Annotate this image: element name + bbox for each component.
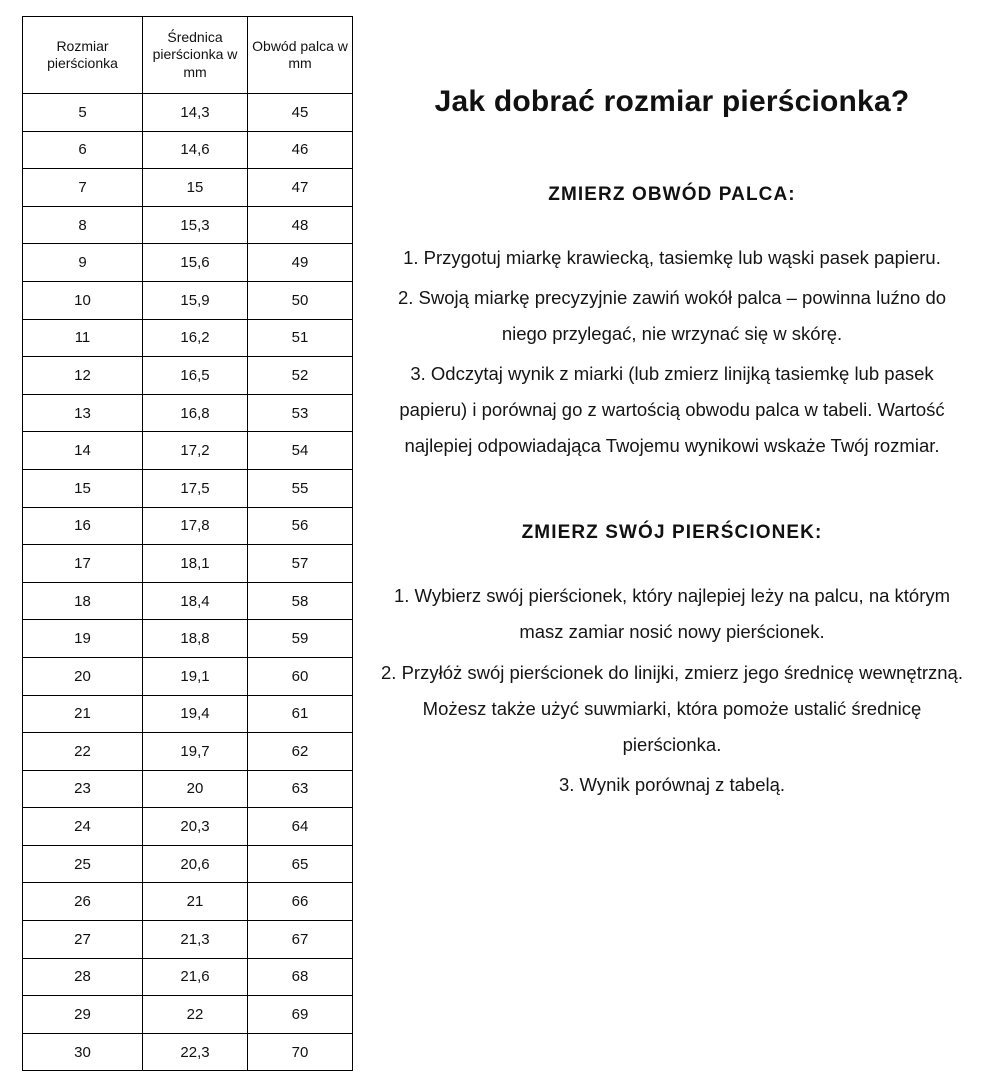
cell-ring-size: 7	[23, 169, 143, 207]
size-table-container	[0, 0, 352, 1071]
cell-ring-size: 27	[23, 921, 143, 959]
table-row	[23, 507, 353, 545]
cell-ring-diameter: 20,6	[143, 845, 248, 883]
cell-ring-diameter: 22	[143, 996, 248, 1034]
cell-ring-size: 15	[23, 469, 143, 507]
cell-ring-diameter: 22,3	[143, 1033, 248, 1071]
table-row	[23, 657, 353, 695]
cell-finger-circumference: 47	[248, 169, 353, 207]
table-row	[23, 94, 353, 132]
table-row	[23, 770, 353, 808]
cell-finger-circumference: 49	[248, 244, 353, 282]
cell-ring-size: 12	[23, 357, 143, 395]
cell-ring-diameter: 20	[143, 770, 248, 808]
cell-ring-size: 26	[23, 883, 143, 921]
step-item: 3. Odczytaj wynik z miarki (lub zmierz linijką tasiemkę lub pasek papieru) i porównaj go z wartością obwodu palca w tabeli. Wartość najlepiej odpowiadająca Twojemu wynikowi wskaże Twój rozmiar.	[399, 363, 945, 457]
cell-finger-circumference: 53	[248, 394, 353, 432]
cell-finger-circumference: 65	[248, 845, 353, 883]
cell-ring-diameter: 21	[143, 883, 248, 921]
cell-finger-circumference: 54	[248, 432, 353, 470]
cell-ring-diameter: 16,8	[143, 394, 248, 432]
ring-size-table	[22, 16, 353, 1071]
section-heading-measure-ring: ZMIERZ SWÓJ PIERŚCIONEK:	[521, 522, 823, 544]
table-row	[23, 432, 353, 470]
cell-ring-size: 20	[23, 657, 143, 695]
cell-ring-diameter: 17,5	[143, 469, 248, 507]
section-heading-measure-finger: ZMIERZ OBWÓD PALCA:	[548, 184, 796, 205]
steps-list-measure-ring	[380, 578, 964, 802]
step-item: 2. Przyłóż swój pierścionek do linijki, zmierz jego średnicę wewnętrzną. Możesz także użyć suwmiarki, która pomoże ustalić średnicę pierścionka.	[381, 661, 963, 755]
cell-finger-circumference: 66	[248, 883, 353, 921]
cell-ring-size: 14	[23, 432, 143, 470]
column-header-ring-diameter: Średnica pierścionka w mm	[143, 17, 248, 94]
table-row	[23, 469, 353, 507]
step-item: 1. Przygotuj miarkę krawiecką, tasiemkę lub wąski pasek papieru.	[403, 247, 941, 268]
table-row	[23, 845, 353, 883]
cell-ring-diameter: 20,3	[143, 808, 248, 846]
cell-ring-size: 30	[23, 1033, 143, 1071]
column-header-ring-size: Rozmiar pierścionka	[23, 17, 143, 94]
table-row	[23, 996, 353, 1034]
cell-ring-diameter: 18,1	[143, 545, 248, 583]
table-row	[23, 357, 353, 395]
cell-finger-circumference: 46	[248, 131, 353, 169]
cell-finger-circumference: 62	[248, 733, 353, 771]
cell-ring-size: 24	[23, 808, 143, 846]
cell-finger-circumference: 61	[248, 695, 353, 733]
table-row	[23, 545, 353, 583]
cell-ring-size: 5	[23, 94, 143, 132]
cell-ring-diameter: 21,3	[143, 921, 248, 959]
cell-ring-size: 22	[23, 733, 143, 771]
cell-ring-diameter: 15,9	[143, 281, 248, 319]
cell-ring-diameter: 16,5	[143, 357, 248, 395]
table-row	[23, 958, 353, 996]
cell-finger-circumference: 58	[248, 582, 353, 620]
cell-finger-circumference: 45	[248, 94, 353, 132]
cell-finger-circumference: 56	[248, 507, 353, 545]
cell-ring-diameter: 14,3	[143, 94, 248, 132]
cell-ring-diameter: 19,4	[143, 695, 248, 733]
instructions-column	[352, 0, 1000, 803]
cell-ring-diameter: 14,6	[143, 131, 248, 169]
step-item: 3. Wynik porównaj z tabelą.	[558, 773, 786, 795]
cell-ring-size: 29	[23, 996, 143, 1034]
cell-ring-diameter: 18,8	[143, 620, 248, 658]
cell-ring-size: 13	[23, 394, 143, 432]
cell-ring-diameter: 19,1	[143, 657, 248, 695]
table-row	[23, 394, 353, 432]
cell-finger-circumference: 64	[248, 808, 353, 846]
table-body	[23, 94, 353, 1071]
cell-ring-diameter: 18,4	[143, 582, 248, 620]
cell-finger-circumference: 59	[248, 620, 353, 658]
cell-finger-circumference: 67	[248, 921, 353, 959]
column-header-finger-circumference: Obwód palca w mm	[248, 17, 353, 94]
cell-finger-circumference: 68	[248, 958, 353, 996]
table-header	[23, 17, 353, 94]
table-row	[23, 808, 353, 846]
cell-ring-size: 23	[23, 770, 143, 808]
cell-finger-circumference: 51	[248, 319, 353, 357]
cell-ring-diameter: 15,6	[143, 244, 248, 282]
cell-ring-size: 21	[23, 695, 143, 733]
cell-ring-diameter: 21,6	[143, 958, 248, 996]
cell-ring-size: 6	[23, 131, 143, 169]
cell-finger-circumference: 60	[248, 657, 353, 695]
table-row	[23, 281, 353, 319]
table-row	[23, 169, 353, 207]
table-row	[23, 582, 353, 620]
table-row	[23, 206, 353, 244]
cell-finger-circumference: 50	[248, 281, 353, 319]
cell-ring-size: 8	[23, 206, 143, 244]
cell-ring-diameter: 19,7	[143, 733, 248, 771]
table-row	[23, 131, 353, 169]
steps-list-measure-finger	[380, 240, 964, 464]
page-title: Jak dobrać rozmiar pierścionka?	[434, 85, 910, 118]
table-row	[23, 695, 353, 733]
cell-finger-circumference: 55	[248, 469, 353, 507]
table-row	[23, 319, 353, 357]
cell-ring-size: 17	[23, 545, 143, 583]
cell-ring-diameter: 17,2	[143, 432, 248, 470]
cell-finger-circumference: 63	[248, 770, 353, 808]
cell-ring-size: 18	[23, 582, 143, 620]
cell-ring-diameter: 15,3	[143, 206, 248, 244]
cell-finger-circumference: 57	[248, 545, 353, 583]
cell-ring-diameter: 16,2	[143, 319, 248, 357]
cell-ring-size: 19	[23, 620, 143, 658]
cell-ring-size: 25	[23, 845, 143, 883]
cell-finger-circumference: 69	[248, 996, 353, 1034]
table-row	[23, 883, 353, 921]
table-header-row	[23, 17, 353, 94]
cell-ring-size: 16	[23, 507, 143, 545]
cell-ring-size: 11	[23, 319, 143, 357]
cell-ring-size: 9	[23, 244, 143, 282]
table-row	[23, 1033, 353, 1071]
table-row	[23, 620, 353, 658]
table-row	[23, 733, 353, 771]
cell-finger-circumference: 52	[248, 357, 353, 395]
step-item: 1. Wybierz swój pierścionek, który najlepiej leży na palcu, na którym masz zamiar nosić nowy pierścionek.	[393, 585, 951, 643]
cell-finger-circumference: 70	[248, 1033, 353, 1071]
table-row	[23, 921, 353, 959]
cell-ring-size: 10	[23, 281, 143, 319]
cell-ring-diameter: 17,8	[143, 507, 248, 545]
cell-finger-circumference: 48	[248, 206, 353, 244]
step-item: 2. Swoją miarkę precyzyjnie zawiń wokół palca – powinna luźno do niego przylegać, nie wrzynać się w skórę.	[397, 287, 947, 345]
table-row	[23, 244, 353, 282]
cell-ring-size: 28	[23, 958, 143, 996]
cell-ring-diameter: 15	[143, 169, 248, 207]
